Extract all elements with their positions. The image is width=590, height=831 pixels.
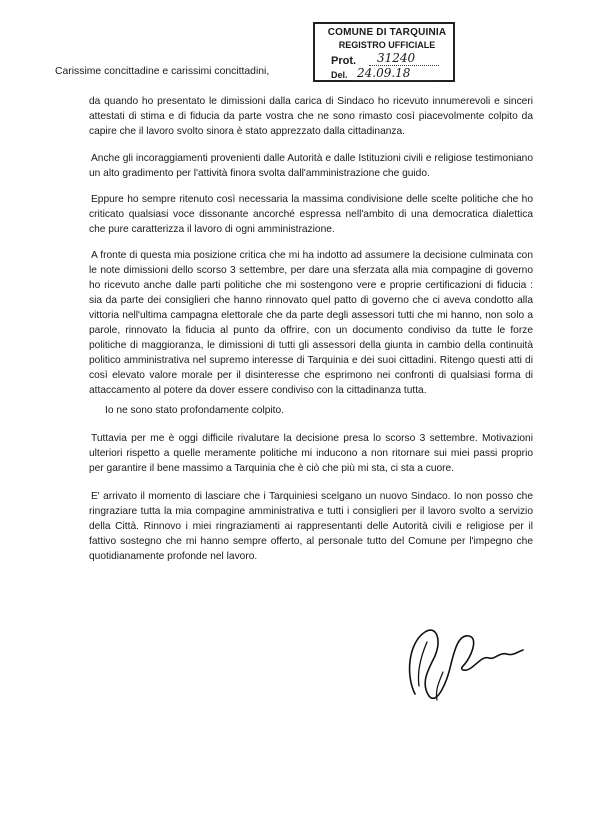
letter-paragraph: E' arrivato il momento di lasciare che i Tarquiniesi scelgano un nuovo Sindaco. Io non posso che ringraziare tutta la mia compagine amministrativa e tutti i consiglieri per il lavoro svolto a servizio della Città. Rinnovo i miei ringraziamenti ai rappresentanti delle Autorità civili e religiose per il fattivo sostegno che mi hanno sempre offerto, al personale tutto del Comune per l'impegno che quotidianamente profonde nel lavoro. [89, 491, 533, 562]
letter-paragraph: Io ne sono stato profondamente colpito. [105, 405, 284, 416]
letter-paragraph: Tuttavia per me è oggi difficile rivalutare la decisione presa lo scorso 3 settembre. Motivazioni ulteriori rispetto a quelle meramente politiche mi inducono a non ritornare sui miei passi proprio per garantire il bene massimo a Tarquinia che è ciò che più mi sta, ci sta a cuore. [89, 433, 533, 474]
protocol-stamp [313, 22, 455, 82]
handwritten-signature [399, 612, 529, 712]
letter-paragraph: Eppure ho sempre ritenuto così necessaria la massima condivisione delle scelte politiche che ho criticato qualsiasi voce dissonante ancorché espressa nell'ambito di una democratica dialettica che pure caratterizza il lavoro di ogni amministrazione. [89, 194, 533, 235]
stamp-del-label: Del. [331, 70, 348, 80]
letter-paragraph: Anche gli incoraggiamenti provenienti dalle Autorità e dalle Istituzioni civili e religiose testimoniano un alto gradimento per l'attività finora svolta dall'amministrazione che guido. [89, 153, 533, 179]
stamp-registry: REGISTRO UFFICIALE [338, 40, 436, 50]
stamp-prot-label: Prot. [331, 55, 357, 67]
stamp-del-date: 24.09.18 [357, 66, 411, 80]
letter-paragraph: A fronte di questa mia posizione critica che mi ha indotto ad assumere la decisione culminata con le note dimissioni dello scorso 3 settembre, per dare una sferzata alla mia compagine di governo ho ricevuto anche dalle parti politiche che mi sostengono vere e proprie certificazioni di fiducia : sia da parte dei consiglieri che hanno rinnovato quel patto di governo che ci aveva condotto alla vittoria nell'ultima campagna elettorale che da parte degli assessori tutti che mi hanno, non solo a parole, rinnovato la fiducia al punto da offrire, con un documento condiviso da tutte le forze politiche di maggioranza, le dimissioni di tutti gli assessori della giunta in cambio della continuità politico amministrativa nel supremo interesse di Tarquinia e dei suoi cittadini. Ritengo questi atti di così elevato valore morale per il disinteresse che esprimono nei confronti di qualsiasi forma di attaccamento al potere da dover essere condiviso con la cittadinanza tutta. [89, 250, 533, 396]
letter-salutation: Carissime concittadine e carissimi concittadini, [55, 66, 270, 77]
stamp-del-line [353, 80, 433, 81]
stamp-municipality: COMUNE DI TARQUINIA [327, 27, 447, 38]
stamp-prot-number: 31240 [377, 51, 416, 65]
letter-paragraph: da quando ho presentato le dimissioni dalla carica di Sindaco ho ricevuto innumerevoli e sinceri attestati di stima e di fiducia da parte vostra che ne sono rimasto così piacevolmente colpito da capire che il lavoro svolto sinora è stato apprezzato dalla cittadinanza. [89, 96, 533, 137]
